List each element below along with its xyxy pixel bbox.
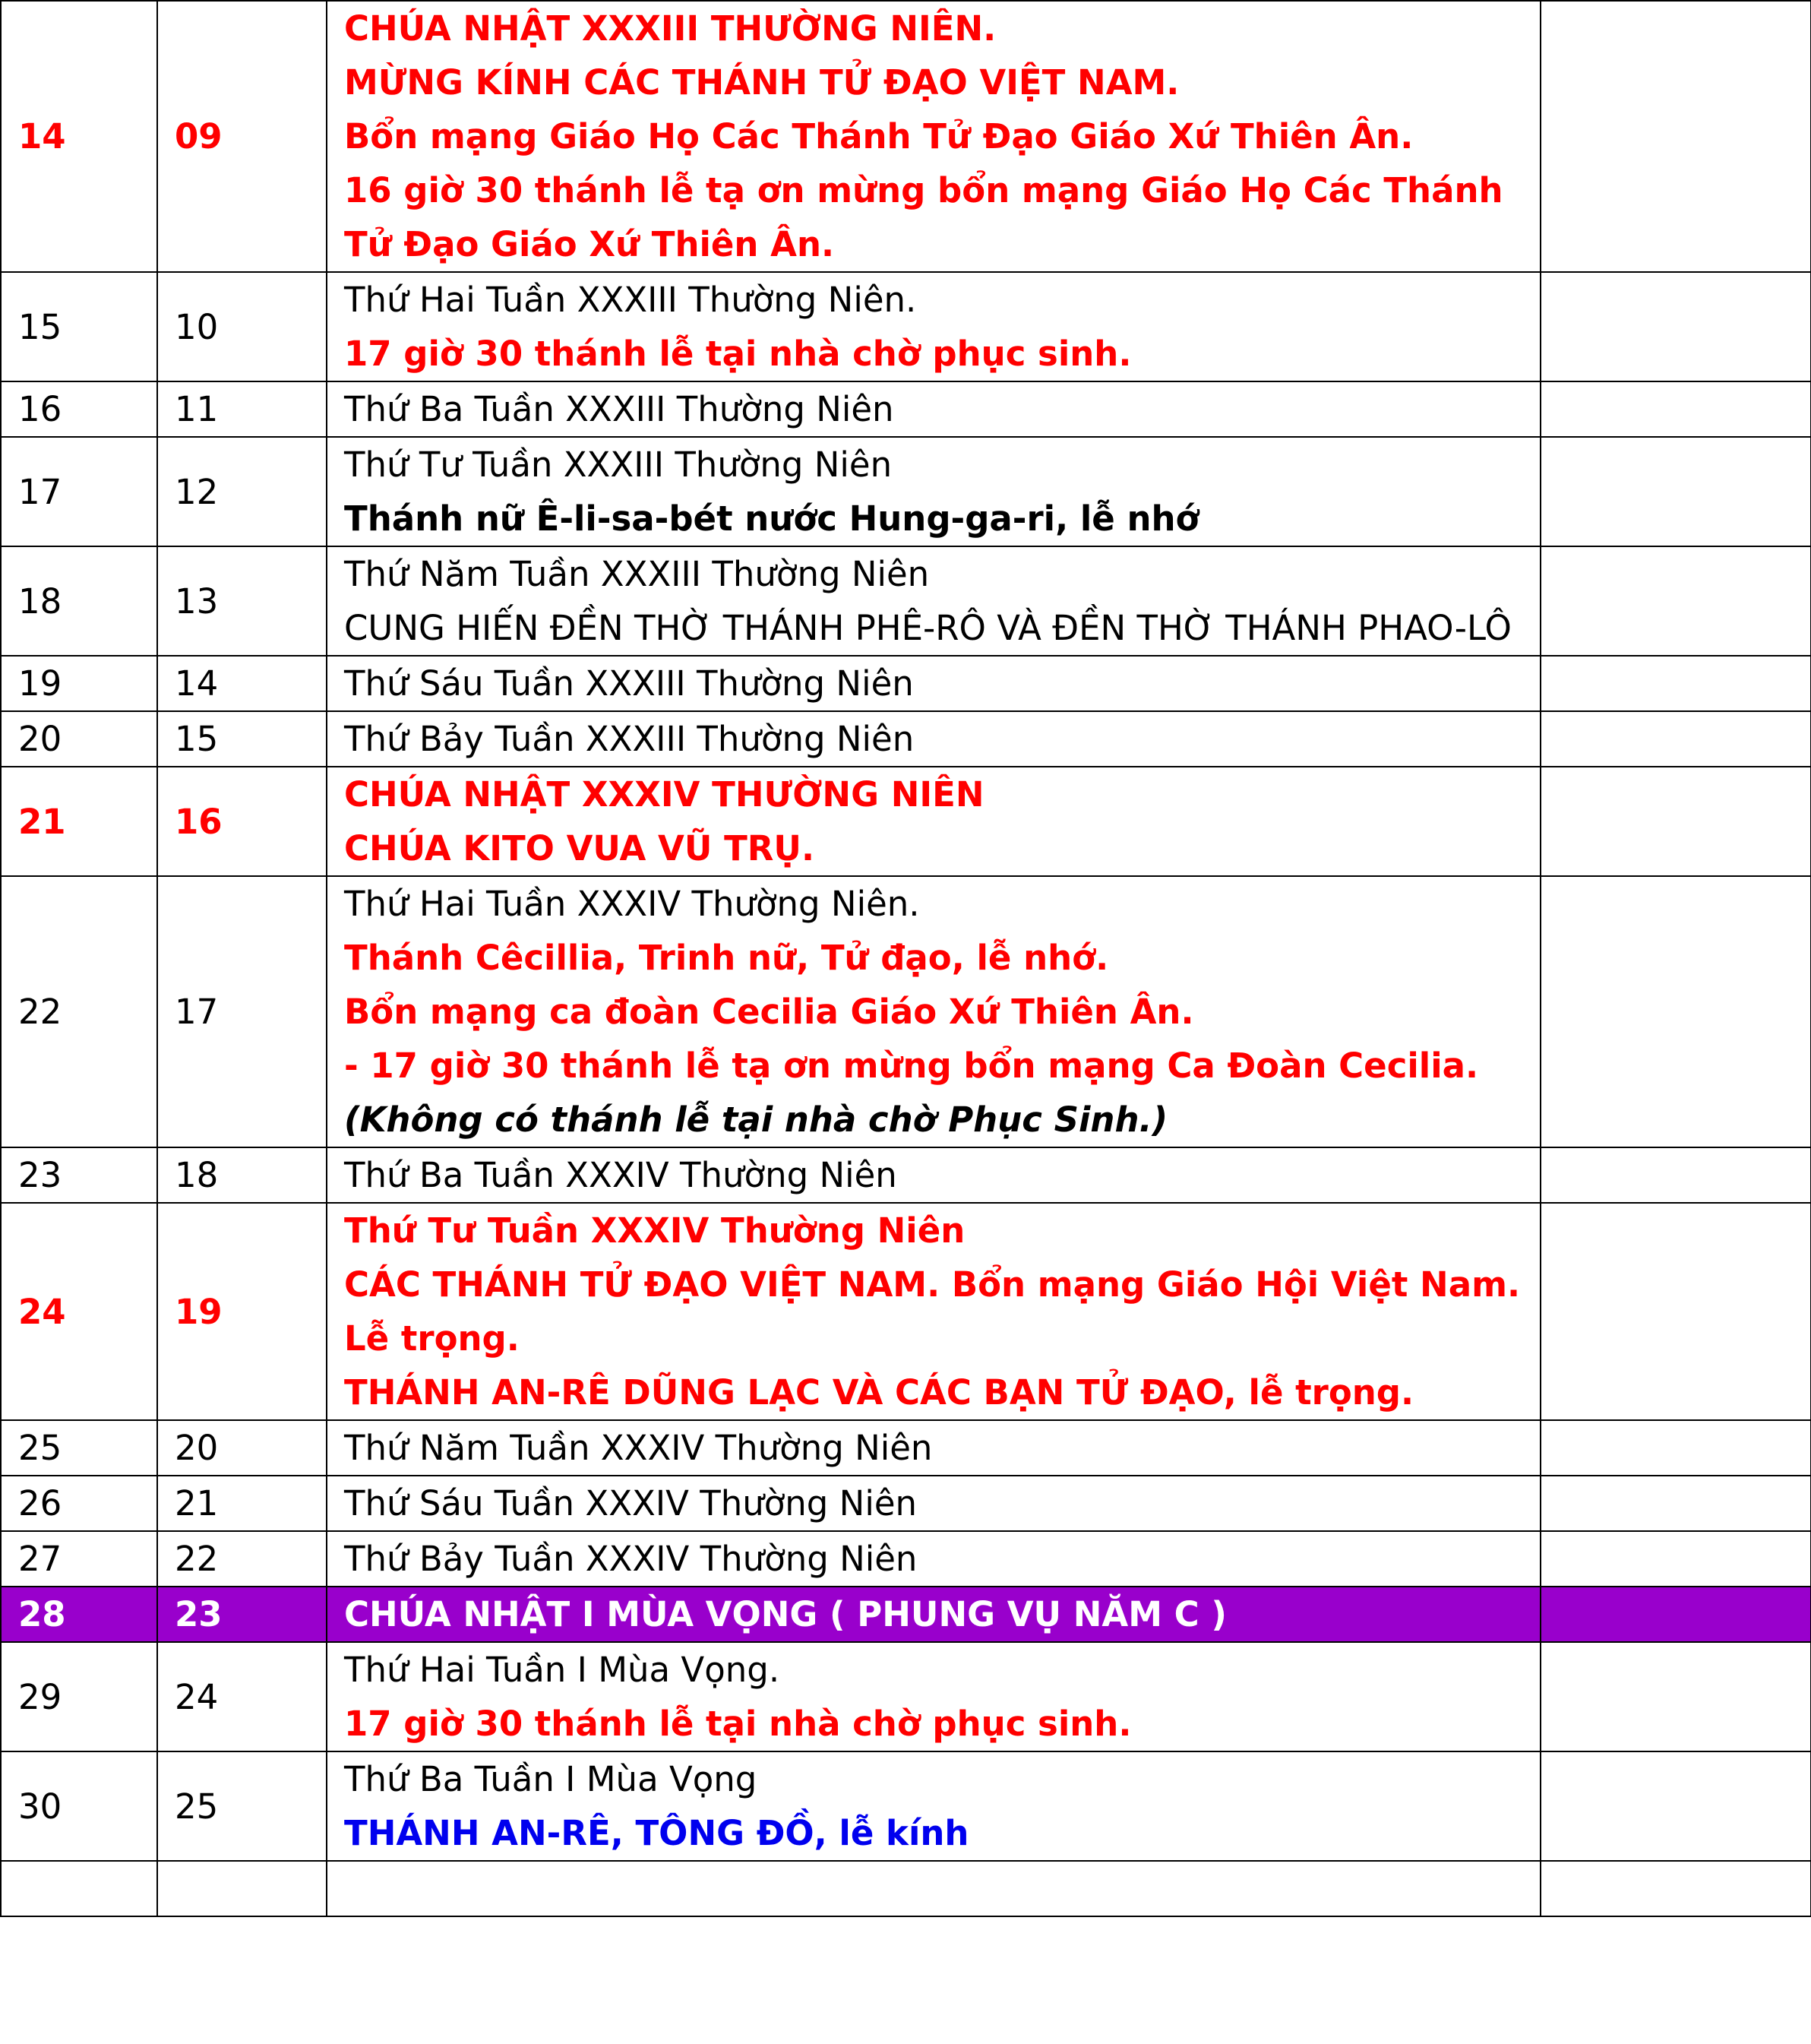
solar-day-cell: 22 — [1, 876, 157, 1147]
table-row — [1, 1203, 1811, 1420]
liturgy-cell — [327, 546, 1541, 656]
liturgy-line: CUNG HIẾN ĐỀN THỜ THÁNH PHÊ-RÔ VÀ ĐỀN THỜ THÁNH PHAO-LÔ — [344, 608, 1512, 648]
solar-day-cell — [1, 1861, 157, 1916]
table-row — [1, 1861, 1811, 1916]
lunar-day-cell: 23 — [157, 1587, 327, 1642]
lunar-day-cell: 21 — [157, 1476, 327, 1531]
solar-day-cell: 30 — [1, 1751, 157, 1861]
notes-cell — [1541, 1531, 1811, 1587]
liturgy-cell — [327, 711, 1541, 767]
liturgy-cell — [327, 1642, 1541, 1751]
lunar-day-cell: 09 — [157, 1, 327, 272]
liturgy-line: Thứ Ba Tuần I Mùa Vọng — [344, 1759, 757, 1799]
solar-day-cell: 18 — [1, 546, 157, 656]
notes-cell — [1541, 1587, 1811, 1642]
solar-day-cell: 20 — [1, 711, 157, 767]
solar-day-cell: 16 — [1, 381, 157, 437]
lunar-day-cell: 16 — [157, 767, 327, 876]
solar-day-cell: 15 — [1, 272, 157, 381]
liturgy-line: Thứ Sáu Tuần XXXIII Thường Niên — [344, 663, 914, 704]
liturgy-line: Thứ Ba Tuần XXXIV Thường Niên — [344, 1155, 897, 1195]
table-row — [1, 1531, 1811, 1587]
lunar-day-cell: 10 — [157, 272, 327, 381]
liturgy-line: 17 giờ 30 thánh lễ tại nhà chờ phục sinh. — [344, 334, 1132, 374]
liturgy-cell — [327, 1203, 1541, 1420]
liturgy-line: Thứ Hai Tuần XXXIV Thường Niên. — [344, 884, 920, 924]
solar-day-cell: 25 — [1, 1420, 157, 1476]
table-row — [1, 656, 1811, 711]
liturgy-line: Bổn mạng ca đoàn Cecilia Giáo Xứ Thiên Ân. — [344, 992, 1194, 1032]
liturgy-line: 16 giờ 30 thánh lễ tạ ơn mừng bổn mạng Giáo Họ Các Thánh Tử Đạo Giáo Xứ Thiên Ân. — [344, 170, 1503, 264]
liturgy-cell — [327, 767, 1541, 876]
liturgy-line: Thứ Tư Tuần XXXIII Thường Niên — [344, 445, 893, 485]
table-row — [1, 1147, 1811, 1203]
table-row — [1, 437, 1811, 546]
notes-cell — [1541, 711, 1811, 767]
notes-cell — [1541, 876, 1811, 1147]
solar-day-cell: 28 — [1, 1587, 157, 1642]
liturgy-line: (Không có thánh lễ tại nhà chờ Phục Sinh.) — [344, 1100, 1168, 1140]
lunar-day-cell: 12 — [157, 437, 327, 546]
liturgy-line: - 17 giờ 30 thánh lễ tạ ơn mừng bổn mạng Ca Đoàn Cecilia. — [344, 1046, 1479, 1086]
liturgy-cell — [327, 1861, 1541, 1916]
liturgy-line: CHÚA NHẬT I MÙA VỌNG ( PHUNG VỤ NĂM C ) — [344, 1594, 1227, 1634]
liturgy-cell — [327, 656, 1541, 711]
notes-cell — [1541, 381, 1811, 437]
liturgy-line: Bổn mạng Giáo Họ Các Thánh Tử Đạo Giáo Xứ Thiên Ân. — [344, 116, 1414, 157]
notes-cell — [1541, 546, 1811, 656]
notes-cell — [1541, 1147, 1811, 1203]
table-row — [1, 1420, 1811, 1476]
liturgy-line — [344, 1862, 1522, 1916]
liturgy-cell — [327, 1476, 1541, 1531]
table-row — [1, 546, 1811, 656]
lunar-day-cell: 20 — [157, 1420, 327, 1476]
liturgy-line: CHÚA NHẬT XXXIII THƯỜNG NIÊN. — [344, 8, 997, 49]
notes-cell — [1541, 1420, 1811, 1476]
notes-cell — [1541, 1861, 1811, 1916]
solar-day-cell: 29 — [1, 1642, 157, 1751]
liturgy-line: Thánh nữ Ê-li-sa-bét nước Hung-ga-ri, lễ nhớ — [344, 498, 1199, 539]
lunar-day-cell: 17 — [157, 876, 327, 1147]
table-row — [1, 1642, 1811, 1751]
table-row — [1, 767, 1811, 876]
liturgy-line: Thứ Bảy Tuần XXXIII Thường Niên — [344, 719, 915, 759]
liturgy-cell — [327, 1, 1541, 272]
solar-day-cell: 27 — [1, 1531, 157, 1587]
table-row — [1, 272, 1811, 381]
table-row — [1, 1751, 1811, 1861]
lunar-day-cell: 25 — [157, 1751, 327, 1861]
liturgy-line: MỪNG KÍNH CÁC THÁNH TỬ ĐẠO VIỆT NAM. — [344, 62, 1180, 103]
liturgy-line: Thứ Hai Tuần XXXIII Thường Niên. — [344, 280, 917, 320]
lunar-day-cell: 11 — [157, 381, 327, 437]
table-row — [1, 876, 1811, 1147]
liturgy-line: Thứ Hai Tuần I Mùa Vọng. — [344, 1650, 780, 1690]
liturgy-line: THÁNH AN-RÊ, TÔNG ĐỒ, lễ kính — [344, 1813, 969, 1853]
lunar-day-cell: 13 — [157, 546, 327, 656]
lunar-day-cell — [157, 1861, 327, 1916]
notes-cell — [1541, 1476, 1811, 1531]
notes-cell — [1541, 767, 1811, 876]
liturgy-line: Thứ Năm Tuần XXXIII Thường Niên — [344, 554, 930, 594]
liturgy-cell — [327, 1420, 1541, 1476]
table-row — [1, 1, 1811, 272]
notes-cell — [1541, 656, 1811, 711]
notes-cell — [1541, 272, 1811, 381]
solar-day-cell: 21 — [1, 767, 157, 876]
table-row — [1, 1476, 1811, 1531]
solar-day-cell: 14 — [1, 1, 157, 272]
lunar-day-cell: 15 — [157, 711, 327, 767]
liturgy-cell — [327, 1587, 1541, 1642]
liturgy-line: Thứ Ba Tuần XXXIII Thường Niên — [344, 389, 894, 429]
liturgy-cell — [327, 272, 1541, 381]
solar-day-cell: 24 — [1, 1203, 157, 1420]
liturgy-line: Thứ Năm Tuần XXXIV Thường Niên — [344, 1428, 933, 1468]
liturgy-cell — [327, 1531, 1541, 1587]
liturgy-cell — [327, 876, 1541, 1147]
liturgy-cell — [327, 381, 1541, 437]
lunar-day-cell: 22 — [157, 1531, 327, 1587]
liturgy-line: Thứ Tư Tuần XXXIV Thường Niên — [344, 1210, 966, 1251]
lunar-day-cell: 14 — [157, 656, 327, 711]
liturgy-line: CHÚA KITO VUA VŨ TRỤ. — [344, 828, 815, 869]
table-row — [1, 381, 1811, 437]
liturgy-cell — [327, 437, 1541, 546]
solar-day-cell: 23 — [1, 1147, 157, 1203]
lunar-day-cell: 19 — [157, 1203, 327, 1420]
liturgy-line: CÁC THÁNH TỬ ĐẠO VIỆT NAM. Bổn mạng Giáo Hội Việt Nam. Lễ trọng. — [344, 1264, 1521, 1359]
table-row — [1, 711, 1811, 767]
liturgy-line: CHÚA NHẬT XXXIV THƯỜNG NIÊN — [344, 774, 985, 815]
liturgy-line: THÁNH AN-RÊ DŨNG LẠC VÀ CÁC BẠN TỬ ĐẠO, lễ trọng. — [344, 1372, 1414, 1413]
notes-cell — [1541, 1, 1811, 272]
table-row — [1, 1587, 1811, 1642]
notes-cell — [1541, 1203, 1811, 1420]
solar-day-cell: 17 — [1, 437, 157, 546]
liturgy-line: Thứ Bảy Tuần XXXIV Thường Niên — [344, 1539, 918, 1579]
notes-cell — [1541, 1751, 1811, 1861]
lunar-day-cell: 24 — [157, 1642, 327, 1751]
calendar-body — [1, 1, 1811, 1916]
liturgy-cell — [327, 1751, 1541, 1861]
liturgy-line: 17 giờ 30 thánh lễ tại nhà chờ phục sinh. — [344, 1704, 1132, 1744]
liturgy-line: Thánh Cêcillia, Trinh nữ, Tử đạo, lễ nhớ. — [344, 938, 1109, 978]
solar-day-cell: 26 — [1, 1476, 157, 1531]
notes-cell — [1541, 1642, 1811, 1751]
liturgy-cell — [327, 1147, 1541, 1203]
liturgy-line: Thứ Sáu Tuần XXXIV Thường Niên — [344, 1483, 918, 1524]
solar-day-cell: 19 — [1, 656, 157, 711]
lunar-day-cell: 18 — [157, 1147, 327, 1203]
notes-cell — [1541, 437, 1811, 546]
